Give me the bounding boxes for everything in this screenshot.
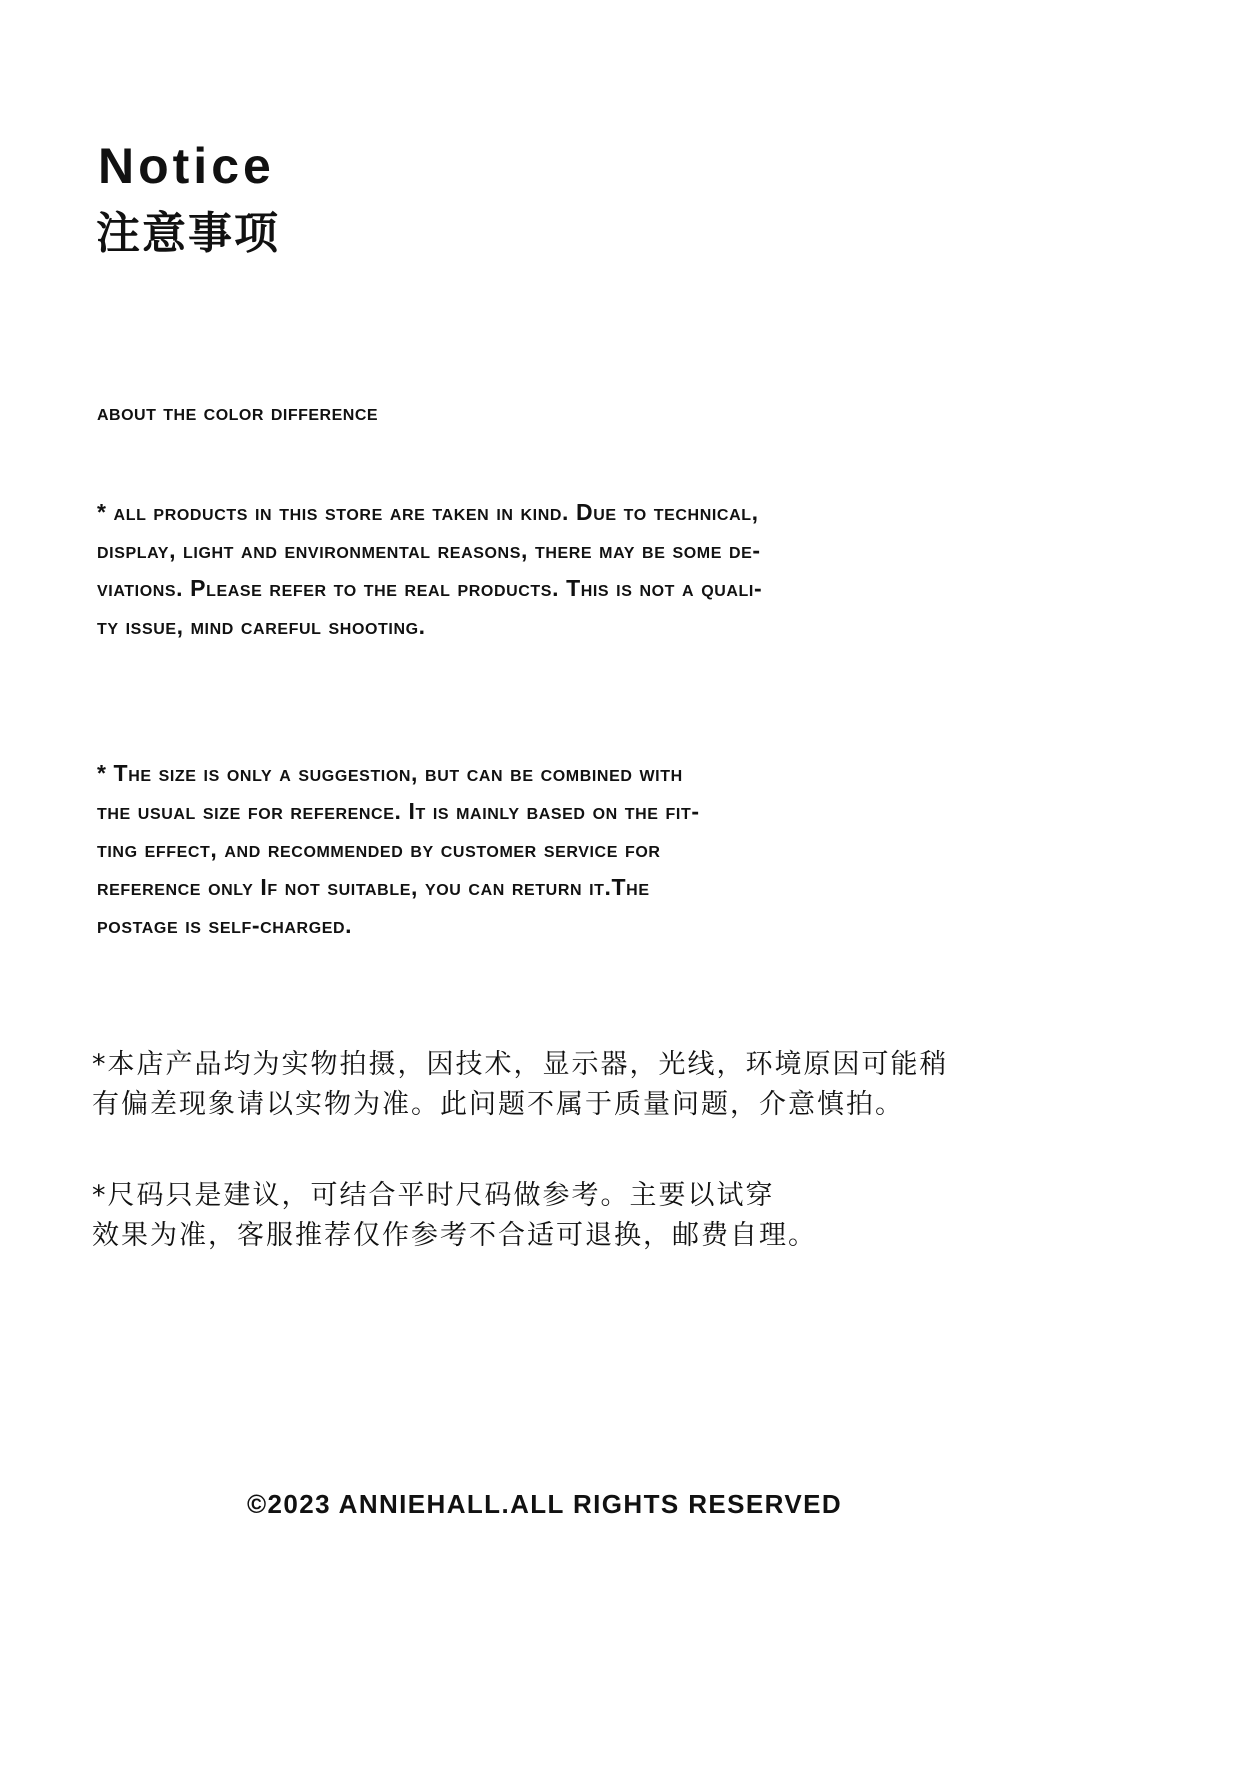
page-title: Notice <box>98 138 275 194</box>
section-heading-color-difference: about the color difference <box>97 399 379 425</box>
notice-line: postage is self-charged. <box>97 912 353 938</box>
notice-line: * The size is only a suggestion, but can be combined with <box>97 760 683 786</box>
notice-line: 效果为准，客服推荐仅作参考不合适可退换，邮费自理。 <box>92 1220 817 1251</box>
size-suggestion-notice-en <box>97 754 1157 944</box>
notice-line: *本店产品均为实物拍摄，因技术，显示器，光线，环境原因可能稍 <box>92 1049 949 1080</box>
page-title-chinese: 注意事项 <box>96 208 280 259</box>
notice-line: reference only If not suitable, you can return it.The <box>97 874 650 900</box>
notice-line: display, light and environmental reasons, there may be some de- <box>97 537 761 563</box>
notice-line: 有偏差现象请以实物为准。此问题不属于质量问题，介意慎拍。 <box>92 1089 904 1120</box>
notice-line: ting effect, and recommended by customer service for <box>97 836 661 862</box>
notice-line: viations. Please refer to the real products. This is not a quali- <box>97 575 763 601</box>
color-difference-notice-en <box>97 493 1157 645</box>
copyright-footer: ©2023 ANNIEHALL.ALL RIGHTS RESERVED <box>247 1489 842 1519</box>
notice-line: the usual size for reference. It is mainly based on the fit- <box>97 798 700 824</box>
notice-line: *尺码只是建议，可结合平时尺码做参考。主要以试穿 <box>92 1180 775 1211</box>
size-suggestion-notice-zh <box>92 1176 1192 1256</box>
notice-line: * all products in this store are taken in kind. Due to technical, <box>97 499 759 525</box>
notice-line: ty issue, mind careful shooting. <box>97 613 426 639</box>
color-difference-notice-zh <box>92 1045 1192 1125</box>
